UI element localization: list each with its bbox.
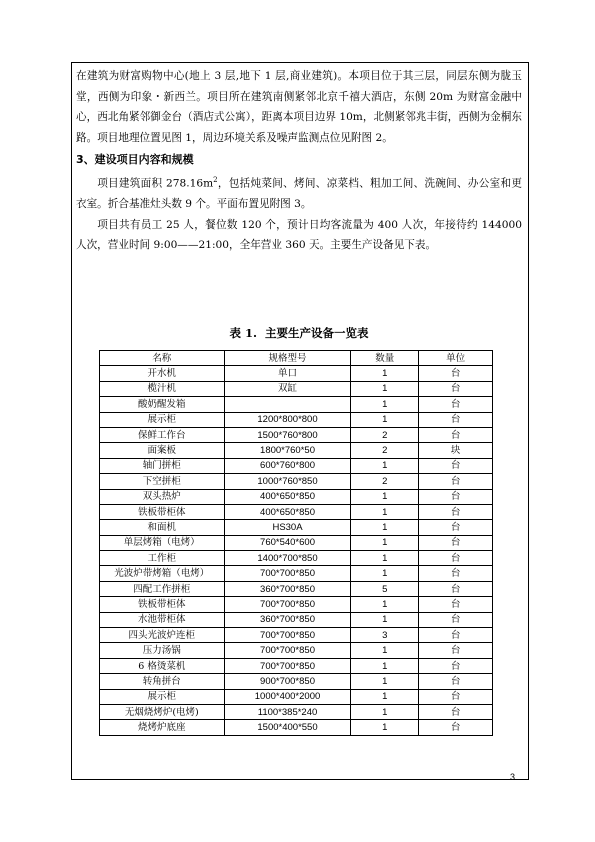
cell-quantity: 1 xyxy=(351,597,419,612)
cell-unit: 台 xyxy=(419,412,493,427)
header-name: 名称 xyxy=(100,351,225,366)
cell-unit: 台 xyxy=(419,397,493,412)
table-title xyxy=(76,325,522,341)
cell-spec: 760*540*600 xyxy=(224,535,351,550)
cell-quantity: 1 xyxy=(351,381,419,396)
area-unit-superscript: 2 xyxy=(213,176,218,184)
cell-quantity: 1 xyxy=(351,366,419,381)
cell-quantity: 2 xyxy=(351,427,419,442)
cell-name: 保鲜工作台 xyxy=(100,427,225,442)
cell-spec: HS30A xyxy=(224,520,351,535)
area-paragraph xyxy=(76,170,522,215)
table-body xyxy=(100,366,493,735)
cell-spec: 360*700*850 xyxy=(224,581,351,596)
cell-spec: 700*700*850 xyxy=(224,658,351,673)
table-row xyxy=(100,443,493,458)
table-header-row xyxy=(100,351,493,366)
cell-spec: 1500*760*800 xyxy=(224,427,351,442)
cell-name: 下空拼柜 xyxy=(100,474,225,489)
cell-spec: 600*760*800 xyxy=(224,458,351,473)
header-spec: 规格型号 xyxy=(224,351,351,366)
cell-quantity: 1 xyxy=(351,658,419,673)
cell-name: 酸奶醒发箱 xyxy=(100,397,225,412)
cell-quantity: 1 xyxy=(351,612,419,627)
cell-unit: 台 xyxy=(419,628,493,643)
cell-unit: 台 xyxy=(419,581,493,596)
table-row xyxy=(100,566,493,581)
staff-paragraph: 项目共有员工 25 人，餐位数 120 个，预计日均客流量为 400 人次，年接待约 144000 人次，营业时间 9:00——21:00，全年营业 360 天。主要生产设备见下表。 xyxy=(76,218,522,252)
cell-unit: 台 xyxy=(419,704,493,719)
table-row xyxy=(100,381,493,396)
header-unit: 单位 xyxy=(419,351,493,366)
cell-name: 铁板带柜体 xyxy=(100,504,225,519)
cell-quantity: 2 xyxy=(351,443,419,458)
cell-unit: 台 xyxy=(419,551,493,566)
table-row xyxy=(100,489,493,504)
cell-unit: 台 xyxy=(419,489,493,504)
equipment-table xyxy=(99,350,493,736)
cell-unit: 台 xyxy=(419,381,493,396)
cell-quantity: 2 xyxy=(351,474,419,489)
cell-unit: 台 xyxy=(419,612,493,627)
section-title: 3、建设项目内容和规模 xyxy=(76,153,194,166)
cell-unit: 台 xyxy=(419,720,493,735)
cell-spec: 单口 xyxy=(224,366,351,381)
cell-quantity: 1 xyxy=(351,689,419,704)
cell-unit: 台 xyxy=(419,458,493,473)
table-row xyxy=(100,427,493,442)
cell-quantity: 1 xyxy=(351,720,419,735)
cell-name: 铁板带柜体 xyxy=(100,597,225,612)
cell-unit: 台 xyxy=(419,566,493,581)
cell-name: 工作柜 xyxy=(100,551,225,566)
cell-name: 6 格烫菜机 xyxy=(100,658,225,673)
table-row xyxy=(100,720,493,735)
cell-unit: 台 xyxy=(419,474,493,489)
cell-spec: 双缸 xyxy=(224,381,351,396)
cell-name: 轴门拼柜 xyxy=(100,458,225,473)
cell-quantity: 1 xyxy=(351,566,419,581)
cell-spec: 1800*760*50 xyxy=(224,443,351,458)
cell-name: 开水机 xyxy=(100,366,225,381)
cell-name: 水池带柜体 xyxy=(100,612,225,627)
cell-spec: 700*700*850 xyxy=(224,566,351,581)
cell-spec xyxy=(224,397,351,412)
cell-unit: 台 xyxy=(419,504,493,519)
table-row xyxy=(100,504,493,519)
cell-name: 转角拼台 xyxy=(100,674,225,689)
header-quantity: 数量 xyxy=(351,351,419,366)
cell-quantity: 1 xyxy=(351,535,419,550)
table-row xyxy=(100,551,493,566)
cell-name: 双头热炉 xyxy=(100,489,225,504)
table-row xyxy=(100,458,493,473)
cell-quantity: 1 xyxy=(351,551,419,566)
table-row xyxy=(100,366,493,381)
cell-name: 烧烤炉底座 xyxy=(100,720,225,735)
cell-unit: 台 xyxy=(419,689,493,704)
table-title-text: 主要生产设备一览表 xyxy=(265,326,369,340)
table-row xyxy=(100,628,493,643)
table-row xyxy=(100,597,493,612)
area-text-suffix: ，包括炖菜间、烤间、凉菜档、粗加工间、洗碗间、办公室和更衣室。折合基准灶头数 9 个。平面布置见附图 3。 xyxy=(76,177,523,211)
cell-unit: 台 xyxy=(419,658,493,673)
cell-quantity: 1 xyxy=(351,674,419,689)
cell-quantity: 1 xyxy=(351,643,419,658)
cell-spec: 700*700*850 xyxy=(224,628,351,643)
cell-spec: 1000*400*2000 xyxy=(224,689,351,704)
cell-name: 和面机 xyxy=(100,520,225,535)
table-row xyxy=(100,674,493,689)
cell-spec: 700*700*850 xyxy=(224,597,351,612)
cell-name: 压力汤锅 xyxy=(100,643,225,658)
area-text-prefix: 项目建筑面积 278.16m xyxy=(97,177,214,190)
table-row xyxy=(100,535,493,550)
table-row xyxy=(100,643,493,658)
cell-unit: 台 xyxy=(419,597,493,612)
cell-unit: 台 xyxy=(419,643,493,658)
cell-spec: 1400*700*850 xyxy=(224,551,351,566)
table-row xyxy=(100,397,493,412)
cell-spec: 700*700*850 xyxy=(224,643,351,658)
table-row xyxy=(100,689,493,704)
table-title-label: 表 1. xyxy=(229,326,257,340)
cell-unit: 台 xyxy=(419,366,493,381)
cell-spec: 1500*400*550 xyxy=(224,720,351,735)
cell-name: 四头光波炉连柜 xyxy=(100,628,225,643)
table-row xyxy=(100,612,493,627)
cell-name: 四配工作拼柜 xyxy=(100,581,225,596)
cell-quantity: 1 xyxy=(351,397,419,412)
cell-quantity: 3 xyxy=(351,628,419,643)
document-body xyxy=(76,66,522,256)
cell-name: 光波炉带烤箱（电烤） xyxy=(100,566,225,581)
cell-quantity: 5 xyxy=(351,581,419,596)
cell-quantity: 1 xyxy=(351,412,419,427)
cell-name: 展示柜 xyxy=(100,412,225,427)
table-row xyxy=(100,704,493,719)
table-row xyxy=(100,520,493,535)
cell-quantity: 1 xyxy=(351,489,419,504)
cell-spec: 400*650*850 xyxy=(224,504,351,519)
table-row xyxy=(100,474,493,489)
intro-paragraph: 在建筑为财富购物中心(地上 3 层,地下 1 层,商业建筑)。本项目位于其三层，同层东侧为胧玉堂，西侧为印象・新西兰。项目所在建筑南侧紧邻北京千禧大酒店，东侧 20m 为财富金融中心，西北角紧邻御金台（酒店式公寓），距离本项目边界 10m，北侧紧邻兆丰街，西侧为金桐东路。项目地理位置见图 1，周边环境关系及噪声监测点位见附图 2。 xyxy=(76,70,522,144)
cell-spec: 1100*385*240 xyxy=(224,704,351,719)
cell-name: 无烟烧烤炉(电烤) xyxy=(100,704,225,719)
page-number: 3 xyxy=(510,772,516,782)
cell-spec: 400*650*850 xyxy=(224,489,351,504)
cell-unit: 台 xyxy=(419,674,493,689)
cell-quantity: 1 xyxy=(351,504,419,519)
cell-name: 榄汁机 xyxy=(100,381,225,396)
cell-unit: 台 xyxy=(419,535,493,550)
cell-spec: 1000*760*850 xyxy=(224,474,351,489)
cell-unit: 台 xyxy=(419,427,493,442)
cell-name: 单层烤箱（电烤） xyxy=(100,535,225,550)
table-row xyxy=(100,412,493,427)
table-row xyxy=(100,581,493,596)
cell-quantity: 1 xyxy=(351,458,419,473)
cell-spec: 360*700*850 xyxy=(224,612,351,627)
cell-spec: 900*700*850 xyxy=(224,674,351,689)
cell-unit: 块 xyxy=(419,443,493,458)
table-row xyxy=(100,658,493,673)
cell-spec: 1200*800*800 xyxy=(224,412,351,427)
cell-name: 面案板 xyxy=(100,443,225,458)
cell-name: 展示柜 xyxy=(100,689,225,704)
cell-quantity: 1 xyxy=(351,520,419,535)
cell-unit: 台 xyxy=(419,520,493,535)
cell-quantity: 1 xyxy=(351,704,419,719)
